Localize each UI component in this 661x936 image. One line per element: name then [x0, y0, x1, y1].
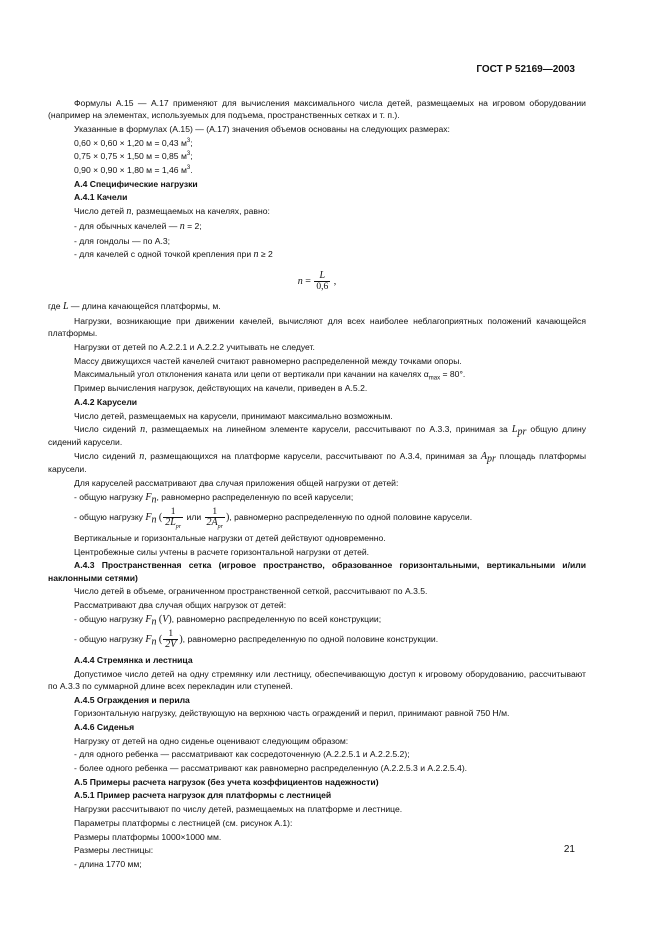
list-item: - для одного ребенка — рассматривают как сосредоточенную (А.2.2.5.1 и А.2.2.5.2); — [74, 749, 410, 760]
paragraph: Максимальный угол отклонения каната или цепи от вертикали при качании на качелях $\alpha_{max} = 80^\circ$. — [74, 369, 466, 383]
list-item: - для обычных качелей — n = 2; — [74, 220, 202, 232]
document-body — [48, 97, 586, 872]
section-heading: А.4.5 Ограждения и перила — [74, 694, 190, 705]
section-heading: А.4 Специфические нагрузки — [74, 178, 198, 189]
list-item: - для качелей с одной точкой крепления при n ≥ 2 — [74, 249, 273, 261]
formula: n = $\frac{L}{0,6}$ , — [297, 270, 337, 293]
section-heading: А.5 Примеры расчета нагрузок (без учета коэффициентов надежности) — [74, 776, 379, 787]
fraction: $\frac{1}{2L_{pr}}$ — [165, 506, 182, 530]
paragraph: Пример вычисления нагрузок, действующих на качели, приведен в А.5.2. — [74, 383, 368, 394]
list-item: - общую нагрузку $F_n$ ( $\frac{1}{2V}$ ), равномерно распределенную по одной половине конструкции. — [74, 628, 439, 650]
volume-line: 0,60 × 0,60 × 1,20 м = 0,43 $м^3$; — [74, 137, 193, 148]
list-item: - общую нагрузку $F_n$, равномерно распределенную по всей карусели; — [74, 491, 354, 506]
section-heading: А.4.4 Стремянка и лестница — [74, 654, 193, 665]
volume-line: 0,75 × 0,75 × 1,50 м = 0,85 $м^3$; — [74, 151, 193, 162]
paragraph: Нагрузки от детей по А.2.2.1 и А.2.2.2 учитывать не следует. — [74, 342, 315, 353]
list-item: - для гондолы — по А.3; — [74, 235, 171, 246]
page-number: 21 — [563, 844, 575, 855]
paragraph: Параметры платформы с лестницей (см. рисунок А.1): — [74, 817, 293, 828]
fraction: $\frac{L}{0,6}$ — [316, 270, 329, 293]
fraction: $\frac{1}{2A_{pr}}$ — [206, 506, 223, 530]
list-item: - общую нагрузку $F_n$ ( $\frac{1}{2L_{pr}}$ или $\frac{1}{2A_{pr}}$ ), равномерно распределенную по одной половине карусели. — [74, 506, 473, 530]
paragraph: Нагрузки, возникающие при движении качелей, вычисляют для всех наиболее неблагоприятных положений качающейся платформы. — [48, 316, 586, 339]
paragraph: Размеры платформы 1000×1000 мм. — [74, 831, 222, 842]
paragraph: Указанные в формулах (А.15) — (А.17) значения объемов основаны на следующих размерах: — [74, 123, 450, 134]
paragraph: Число сидений n, размещающихся на платформе карусели, рассчитывают по А.3.4, принимая за $A_{pr}$ площадь платформы карусели. — [48, 451, 586, 475]
fraction: $\frac{1}{2V}$ — [165, 628, 177, 650]
paragraph: где L — длина качающейся платформы, м. — [48, 301, 221, 313]
paragraph: Размеры лестницы: — [74, 845, 154, 856]
paragraph: Рассматривают два случая общих нагрузок от детей: — [74, 600, 287, 610]
volume-line: 0,90 × 0,90 × 1,80 м = 1,46 $м^3$. — [74, 165, 193, 176]
section-heading: А.4.3 Пространственная сетка (игровое пространство, образованное горизонтальными, вертикальными и/или наклонными сетями) — [48, 560, 586, 583]
paragraph: Горизонтальную нагрузку, действующую на верхнюю часть ограждений и перил, принимают равной 750 Н/м. — [74, 708, 510, 719]
paragraph: Нагрузки рассчитывают по числу детей, размещаемых на платформе и лестнице. — [74, 804, 403, 815]
paragraph: Для каруселей рассматривают два случая приложения общей нагрузки от детей: — [74, 478, 399, 489]
paragraph: Число детей, размещаемых на карусели, принимают максимально возможным. — [74, 410, 393, 421]
list-item: - общую нагрузку $F_n$ (V), равномерно распределенную по всей конструкции; — [74, 613, 382, 628]
paragraph: Формулы А.15 — А.17 применяют для вычисления максимального числа детей, размещаемых на игровом оборудовании (например на элементах, используемых для подъема, пространственных сетках и т. п.). — [48, 98, 586, 121]
paragraph: Массу движущихся частей качелей считают равномерно распределенной между точками опоры. — [74, 355, 462, 366]
document-header: ГОСТ Р 52169—2003 — [476, 64, 575, 75]
paragraph: Центробежные силы учтены в расчете горизонтальной нагрузки от детей. — [74, 546, 370, 557]
paragraph: Число детей в объеме, ограниченном пространственной сеткой, рассчитывают по А.3.5. — [74, 586, 428, 597]
paragraph: Число сидений n, размещаемых на линейном элементе карусели, рассчитывают по А.3.3, принимая за $L_{pr}$ общую длину сидений карусели. — [48, 424, 586, 448]
paragraph: Вертикальные и горизонтальные нагрузки от детей действуют одновременно. — [74, 532, 386, 543]
section-heading: А.5.1 Пример расчета нагрузок для платформы с лестницей — [74, 790, 332, 801]
paragraph: Допустимое число детей на одну стремянку или лестницу, обеспечивающую доступ к игровому оборудованию, рассчитывают по А.3.3 по суммарной длине всех перекладин или ступеней. — [48, 668, 586, 691]
list-item: - более одного ребенка — рассматривают как равномерно распределенную (А.2.2.5.3 и А.2.2.5.4). — [74, 763, 468, 774]
section-heading: А.4.2 Карусели — [74, 396, 138, 407]
paragraph: Число детей n, размещаемых на качелях, равно: — [74, 206, 270, 218]
paragraph: Нагрузку от детей на одно сиденье оценивают следующим образом: — [74, 735, 349, 746]
list-item: - длина 1770 мм; — [74, 858, 142, 869]
section-heading: А.4.1 Качели — [74, 192, 128, 203]
section-heading: А.4.6 Сиденья — [74, 721, 135, 732]
